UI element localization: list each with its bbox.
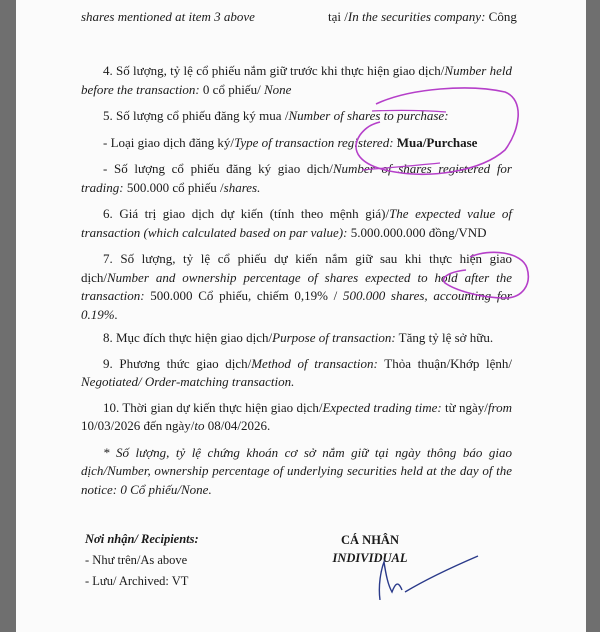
item-4-value-en: None <box>263 81 292 97</box>
top-right-c: Công <box>485 9 517 24</box>
item-7-value-vi: Cổ phiếu, chiếm 0,19% / <box>198 288 343 303</box>
registered-label: - Số lượng cổ phiếu đăng ký giao dịch/ <box>103 161 333 176</box>
item-6 <box>81 205 512 242</box>
item-7 <box>81 250 512 324</box>
item-10-label: 10. Thời gian dự kiến thực hiện giao dịch/ <box>103 399 323 415</box>
top-right-a: tại / <box>328 9 348 24</box>
note-text-3: notice: 0 Cổ phiếu/None. <box>81 481 212 497</box>
item-10-label-en: Expected trading time: <box>322 399 442 415</box>
type-value: Mua/Purchase <box>396 134 478 150</box>
type-label-en: Type of transaction registered: <box>234 134 394 150</box>
top-right-b: In the securities company: <box>347 9 486 24</box>
type-label: - Loại giao dịch đăng ký/ <box>103 134 235 150</box>
document-body <box>81 0 517 632</box>
recipients-title <box>85 529 199 550</box>
item-7-label-en: Number <box>107 269 149 285</box>
item-4-label: 4. Số lượng, tỷ lệ cổ phiếu nắm giữ trước khi thực hiện giao dịch/ <box>103 63 445 78</box>
item-9-label: 9. Phương thức giao dịch/ <box>103 355 252 371</box>
item-6-label: 6. Giá trị giao dịch dự kiến (tính theo mệnh giá)/ <box>103 206 390 221</box>
signer-block <box>300 529 440 592</box>
recipients-heading: Nơi nhận/ Recipients: <box>85 532 199 546</box>
note-text-1: * Số lượng, tỷ lệ chứng khoán cơ sở nắm giữ tại ngày thông báo giao <box>103 444 512 460</box>
registered-label-en: Number of shares registered for trading: <box>81 161 512 195</box>
item-7-value: 500.000 <box>144 288 193 303</box>
recipients-block <box>81 529 199 592</box>
registered <box>81 160 512 197</box>
note <box>81 444 512 500</box>
item-4-label-en-2: before the transaction: <box>81 81 200 97</box>
item-10-start: 10/03/2026 đến ngày/ <box>81 418 195 433</box>
item-10 <box>81 399 512 436</box>
item-8-label: 8. Mục đích thực hiện giao dịch/ <box>103 330 273 345</box>
item-7-label: 7. Số lượng, tỷ lệ cổ phiếu dự kiến nắm giữ sau khi thực hiện giao dịch/ <box>81 251 512 285</box>
item-9-label-en: Method of transaction: <box>251 355 378 371</box>
item-5-label: 5. Số lượng cổ phiếu đăng ký mua / <box>103 108 289 123</box>
registered-unit: shares. <box>223 179 261 195</box>
recipient-item: - Như trên/As above <box>85 553 188 567</box>
item-4-value: 0 cổ phiếu/ <box>199 81 264 97</box>
item-5 <box>81 107 512 126</box>
recipient-item: - Lưu/ Archived: VT <box>85 574 189 588</box>
signer-title: CÁ NHÂN <box>341 533 399 547</box>
item-8 <box>81 329 512 348</box>
item-9-value: Thỏa thuận/Khớp lệnh/ <box>377 355 512 371</box>
item-4 <box>81 62 512 99</box>
item-6-label-en: The expected value of transaction <box>81 206 513 240</box>
item-8-label-en: Purpose of transaction: <box>272 330 396 345</box>
item-7-label-en-2: and ownership percentage of shares expected to hold after the transaction: <box>81 269 513 303</box>
item-7-value-en: 500.000 shares, accounting for 0.19%. <box>81 288 512 322</box>
item-10-from-en: from <box>487 399 512 415</box>
item-10-to-en: to <box>194 418 205 433</box>
note-text-2: dịch/Number, ownership percentage of underlying securities held at the day of the <box>81 463 512 478</box>
item-8-value: Tăng tỷ lệ sở hữu. <box>395 330 494 345</box>
item-6-value: 5.000.000.000 đồng/VND <box>347 224 487 240</box>
item-4-label-en: Number held <box>444 63 512 78</box>
item-9 <box>81 355 512 392</box>
top-left-text: shares mentioned at item 3 above <box>81 9 255 24</box>
item-9-value-en: Negotiated/ Order-matching transaction. <box>81 374 295 389</box>
signer-subtitle: INDIVIDUAL <box>332 551 408 565</box>
footer <box>81 529 512 632</box>
transaction-type <box>81 134 512 153</box>
top-line <box>81 8 517 27</box>
item-6-label-en-2: (which calculated based on par value): <box>143 224 348 240</box>
item-10-end: 08/04/2026. <box>204 418 271 433</box>
item-10-from: từ ngày/ <box>441 399 488 415</box>
item-5-label-en: Number of shares to purchase: <box>288 108 449 123</box>
registered-value: 500.000 cổ phiếu / <box>126 179 224 195</box>
